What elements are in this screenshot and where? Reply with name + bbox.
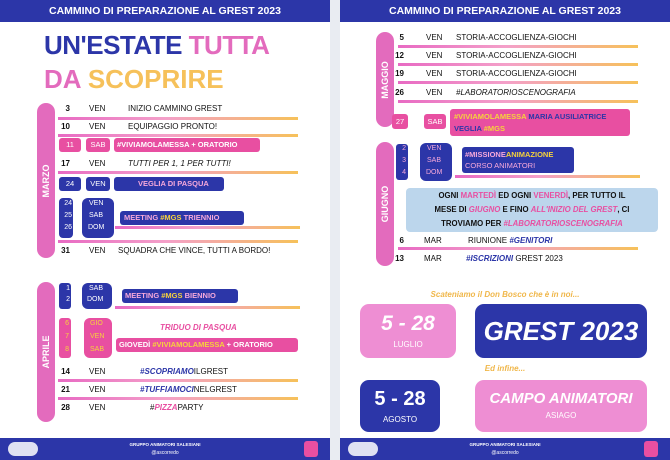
month-label-aprile: APRILE (37, 282, 55, 422)
main-title-line1: UN'ESTATE TUTTA (44, 30, 270, 60)
month-label-maggio: MAGGIO (376, 32, 394, 127)
don-bosco-logo (304, 441, 318, 457)
page-header: CAMMINO DI PREPARAZIONE AL GREST 2023 (340, 0, 670, 22)
month-label-giugno: GIUGNO (376, 142, 394, 266)
event-text: INIZIO CAMMINO GREST (128, 104, 223, 113)
row-date: 3 (65, 104, 70, 113)
event-badge: MEETING #MGS BIENNIO (122, 289, 238, 303)
grest-box: GREST 2023 (475, 304, 647, 358)
page-header: CAMMINO DI PREPARAZIONE AL GREST 2023 (0, 0, 330, 22)
agosto-box: 5 - 28 AGOSTO (360, 380, 440, 432)
month-label-marzo: MARZO (37, 103, 55, 258)
page-footer: GRUPPO ANIMATORI SALESIANI @ascorredo (0, 438, 330, 460)
ed-infine: Ed infine... (484, 364, 526, 373)
left-page: CAMMINO DI PREPARAZIONE AL GREST 2023 UN'ESTATE TUTTA DA SCOPRIRE MARZO 3 VEN INIZIO CAMMINO GREST 10 VEN EQUIPAGGIO PRONTO! 11 SAB #VIVIAMOLAMESSA + ORATORIO 17 VEN TUTTI PER 1, 1 PER TUTTI! 24 VEN VEGLIA DI PASQUA 24 25 26 VEN SAB DOM MEETING #MGS TRIENNIO 31 VEN SQUADRA CHE VINCE, TUTTI A BORDO! APRILE 1 2 SAB DOM MEETING #MGS BIENNIO 6 7 8 GIO VEN SAB TRIDUO DI PASQUA GIOVEDÌ #VIVIAMOLAMESSA + ORATORIO 14 VEN #SCOPRIAMOILGREST 21 VEN #TUFFIAMOCINELGREST 28 VEN #PIZZAPARTY GRUPPO ANIMATORI SALESIANI @ascorredo (0, 0, 330, 460)
event-badge: #MISSIONEANIMAZIONE CORSO ANIMATORI (462, 147, 574, 173)
main-title-line2: DA SCOPRIRE (44, 64, 224, 94)
right-page: CAMMINO DI PREPARAZIONE AL GREST 2023 MAGGIO 5 VEN STORIA-ACCOGLIENZA-GIOCHI 12 VEN STORIA-ACCOGLIENZA-GIOCHI 19 VEN STORIA-ACCOGLIENZA-GIOCHI 26 VEN #LABORATORIOSCENOGRAFIA 27 SAB #VIVIAMOLAMESSA MARIA AUSILIATRICE VEGLIA #MGS GIUGNO 2 3 4 VEN SAB DOM #MISSIONEANIMAZIONE CORSO ANIMATORI OGNI MARTEDÌ ED OGNI VENERDÌ, PER TUTTO IL MESE DI GIUGNO E FINO ALL'INIZIO DEL GREST, CI TROVIAMO PER #LABORATORIOSCENOGRAFIA 6 MAR RIUNIONE #GENITORI 13 MAR #ISCRIZIONI GREST 2023 Scateniamo il Don Bosco che è in noi... 5 - 28 LUGLIO GREST 2023 Ed infine... 5 - 28 AGOSTO CAMPO ANIMATORI ASIAGO GRUPPO ANIMATORI SALESIANI @ascorredo (340, 0, 670, 460)
june-info-box: OGNI MARTEDÌ ED OGNI VENERDÌ, PER TUTTO IL MESE DI GIUGNO E FINO ALL'INIZIO DEL GREST, CI TROVIAMO PER #LABORATORIOSCENOGRAFIA (406, 188, 658, 232)
don-bosco-logo (644, 441, 658, 457)
event-badge: #VIVIAMOLAMESSA MARIA AUSILIATRICE VEGLIA #MGS (450, 109, 630, 136)
event-badge: MEETING #MGS TRIENNIO (120, 211, 244, 225)
event-badge: GIOVEDÌ #VIVIAMOLAMESSA + ORATORIO (116, 338, 298, 352)
event-badge: #VIVIAMOLAMESSA + ORATORIO (114, 138, 260, 152)
page-footer: GRUPPO ANIMATORI SALESIANI @ascorredo (340, 438, 670, 460)
luglio-box: 5 - 28 LUGLIO (360, 304, 456, 358)
campo-animatori-box: CAMPO ANIMATORI ASIAGO (475, 380, 647, 432)
slogan: Scateniamo il Don Bosco che è in noi... (430, 290, 580, 299)
